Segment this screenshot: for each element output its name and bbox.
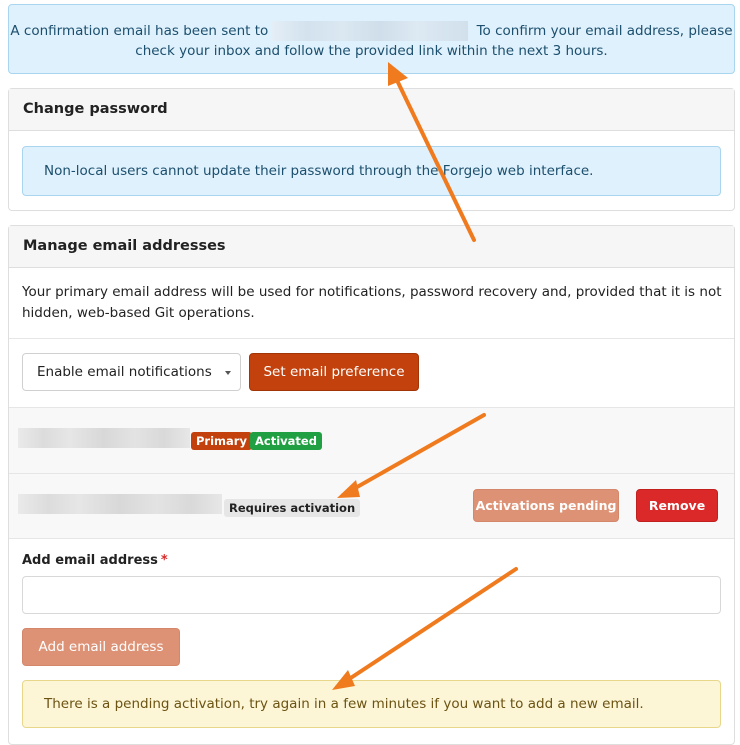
remove-email-button[interactable]: Remove: [636, 489, 718, 522]
pending-activation-warning: There is a pending activation, try again in a few minutes if you want to add a new email.: [22, 680, 721, 728]
primary-label: Primary: [191, 432, 252, 450]
email-preference-value: Enable email notifications: [37, 364, 212, 380]
manage-email-title: Manage email addresses: [9, 226, 734, 268]
arrow-to-warning: [337, 569, 516, 687]
change-password-title: Change password: [9, 89, 734, 131]
arrow-to-flash: [393, 72, 474, 240]
requires-activation-label: Requires activation: [224, 499, 360, 517]
activated-label: Activated: [250, 432, 322, 450]
non-local-user-notice: Non-local users cannot update their password through the Forgejo web interface.: [22, 146, 721, 196]
manage-email-description: Your primary email address will be used for notifications, password recovery and, provided that it is not hidden, web-based Git operations.: [22, 284, 722, 321]
activations-pending-button[interactable]: Activations pending: [473, 489, 619, 522]
add-email-button[interactable]: Add email address: [22, 628, 180, 666]
flash-text-before: A confirmation email has been sent to: [10, 23, 269, 39]
set-email-preference-button[interactable]: Set email preference: [249, 353, 419, 391]
required-star: *: [160, 553, 168, 568]
arrow-to-requires-activation: [343, 415, 484, 495]
add-email-label: Add email address *: [22, 553, 168, 568]
flash-text-after: To confirm your email address, please check your inbox and follow the provided link within the next 3 hours.: [135, 23, 733, 59]
arrowhead-icon: [332, 670, 355, 690]
arrowhead-icon: [337, 480, 360, 498]
